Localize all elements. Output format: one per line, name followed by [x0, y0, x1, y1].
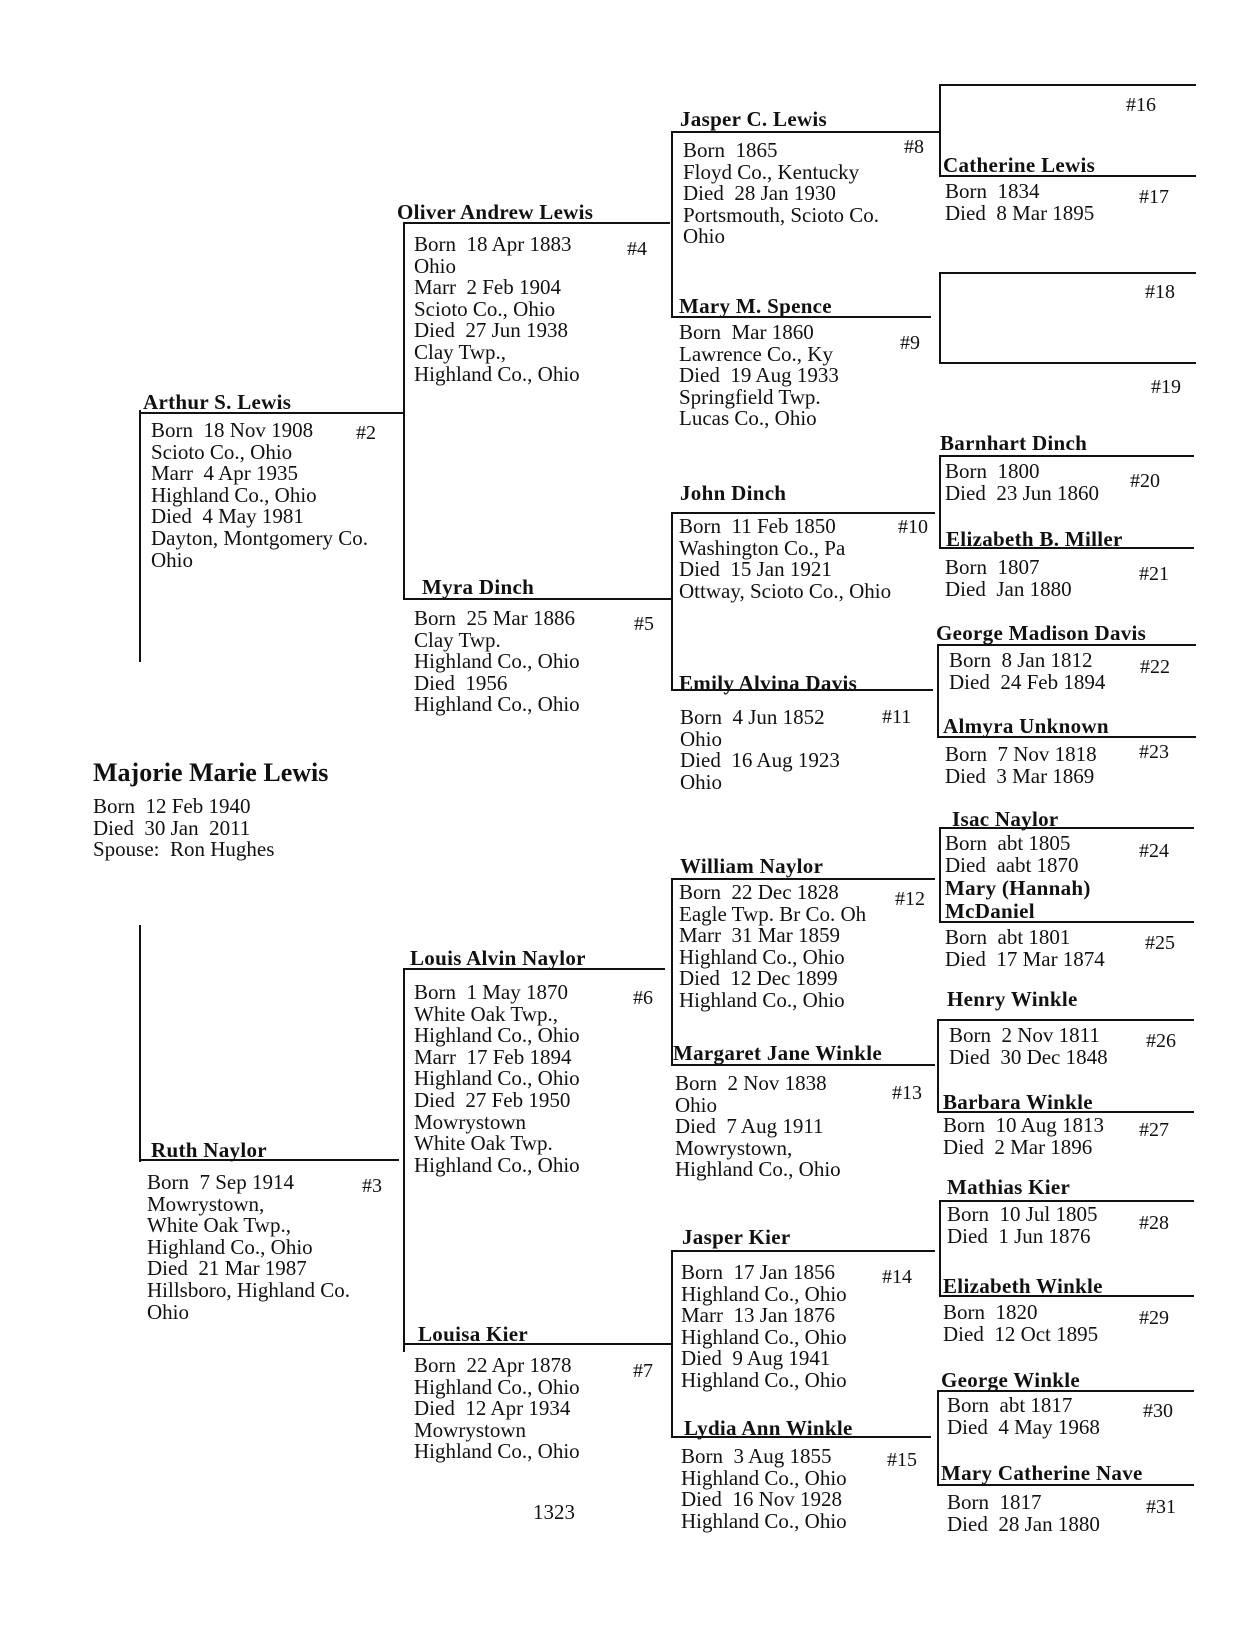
connector-line [139, 410, 141, 662]
person-24-name: Isac Naylor [952, 807, 1059, 831]
person-27-name: Barbara Winkle [943, 1090, 1093, 1114]
connector-line [939, 362, 1196, 364]
person-12-details: Born 22 Dec 1828 Eagle Twp. Br Co. Oh Marr 31 Mar 1859 Highland Co., Ohio Died 12 Dec 1899 Highland Co., Ohio [679, 880, 867, 1012]
person-10-details: Born 11 Feb 1850 Washington Co., Pa Died 15 Jan 1921 Ottway, Scioto Co., Ohio [679, 514, 892, 603]
person-7-details: Born 22 Apr 1878 Highland Co., Ohio Died 12 Apr 1934 Mowrystown Highland Co., Ohio [414, 1353, 580, 1464]
person-6-details: Born 1 May 1870 White Oak Twp., Highland Co., Ohio Marr 17 Feb 1894 Highland Co., Ohio Died 27 Feb 1950 Mowrystown White Oak Twp. Highland Co., Ohio [414, 980, 580, 1177]
person-19-number: #19 [1151, 376, 1181, 398]
person-2-name: Arthur S. Lewis [143, 390, 292, 414]
person-21-number: #21 [1139, 563, 1169, 585]
person-3-name: Ruth Naylor [151, 1138, 267, 1162]
person-6-name: Louis Alvin Naylor [410, 946, 586, 970]
person-26-number: #26 [1146, 1030, 1176, 1052]
connector-line [671, 1250, 935, 1252]
person-14-details: Born 17 Jan 1856 Highland Co., Ohio Marr 13 Jan 1876 Highland Co., Ohio Died 9 Aug 1941 Highland Co., Ohio [681, 1260, 847, 1392]
connector-line [937, 1390, 939, 1486]
person-9-number: #9 [900, 332, 920, 354]
person-31-name: Mary Catherine Nave [941, 1461, 1143, 1485]
connector-line [403, 222, 405, 600]
person-17-name: Catherine Lewis [943, 153, 1096, 177]
person-24-number: #24 [1139, 840, 1169, 862]
person-17-details: Born 1834 Died 8 Mar 1895 [945, 179, 1095, 225]
person-29-number: #29 [1139, 1307, 1169, 1329]
person-20-number: #20 [1130, 470, 1160, 492]
person-21-details: Born 1807 Died Jan 1880 [945, 555, 1072, 601]
person-15-name: Lydia Ann Winkle [684, 1416, 853, 1440]
person-7-number: #7 [633, 1360, 653, 1382]
person-14-number: #14 [882, 1266, 912, 1288]
person-5-details: Born 25 Mar 1886 Clay Twp. Highland Co., Ohio Died 1956 Highland Co., Ohio [414, 606, 580, 717]
person-28-details: Born 10 Jul 1805 Died 1 Jun 1876 [947, 1202, 1098, 1248]
person-9-details: Born Mar 1860 Lawrence Co., Ky Died 19 Aug 1933 Springfield Twp. Lucas Co., Ohio [679, 320, 839, 431]
person-3-number: #3 [362, 1175, 382, 1197]
person-9-name: Mary M. Spence [679, 294, 832, 318]
person-26-name: Henry Winkle [947, 987, 1078, 1011]
root-person-details: Born 12 Feb 1940 Died 30 Jan 2011 Spouse: Ron Hughes [93, 794, 275, 862]
person-10-number: #10 [898, 516, 928, 538]
person-3-details: Born 7 Sep 1914 Mowrystown, White Oak Twp., Highland Co., Ohio Died 21 Mar 1987 Hillsboro, Highland Co. Ohio [147, 1170, 350, 1324]
connector-line [939, 84, 1196, 86]
person-6-number: #6 [633, 987, 653, 1009]
connector-line [937, 1020, 939, 1112]
page-number: 1323 [533, 1500, 575, 1524]
person-4-name: Oliver Andrew Lewis [397, 200, 594, 224]
person-29-name: Elizabeth Winkle [943, 1274, 1103, 1298]
person-21-name: Elizabeth B. Miller [946, 527, 1123, 551]
person-29-details: Born 1820 Died 12 Oct 1895 [943, 1300, 1099, 1346]
person-5-number: #5 [634, 613, 654, 635]
person-13-details: Born 2 Nov 1838 Ohio Died 7 Aug 1911 Mowrystown, Highland Co., Ohio [675, 1071, 841, 1182]
connector-line [139, 925, 141, 1162]
person-11-number: #11 [882, 706, 912, 728]
person-7-name: Louisa Kier [418, 1322, 529, 1346]
connector-line [671, 880, 673, 1064]
person-23-number: #23 [1139, 741, 1169, 763]
person-17-number: #17 [1139, 186, 1169, 208]
person-5-name: Myra Dinch [422, 575, 535, 599]
person-16-number: #16 [1126, 94, 1156, 116]
person-4-number: #4 [627, 238, 647, 260]
connector-line [939, 1200, 941, 1296]
connector-line [671, 131, 673, 316]
person-22-number: #22 [1140, 656, 1170, 678]
person-4-details: Born 18 Apr 1883 Ohio Marr 2 Feb 1904 Scioto Co., Ohio Died 27 Jun 1938 Clay Twp., Highland Co., Ohio [414, 232, 580, 386]
person-15-details: Born 3 Aug 1855 Highland Co., Ohio Died 16 Nov 1928 Highland Co., Ohio [681, 1444, 847, 1533]
connector-line [939, 86, 941, 176]
person-12-name: William Naylor [680, 854, 824, 878]
connector-line [671, 1252, 673, 1436]
person-30-number: #30 [1143, 1400, 1173, 1422]
person-28-name: Mathias Kier [947, 1175, 1071, 1199]
person-15-number: #15 [887, 1449, 917, 1471]
connector-line [939, 828, 941, 922]
connector-line [939, 455, 941, 547]
person-25-name: Mary (Hannah) McDaniel [945, 876, 1091, 923]
person-11-name: Emily Alvina Davis [679, 671, 858, 695]
person-10-name: John Dinch [680, 481, 787, 505]
person-18-number: #18 [1145, 281, 1175, 303]
person-30-details: Born abt 1817 Died 4 May 1968 [947, 1393, 1100, 1439]
person-25-details: Born abt 1801 Died 17 Mar 1874 [945, 925, 1105, 971]
root-person-name: Majorie Marie Lewis [93, 758, 329, 787]
person-11-details: Born 4 Jun 1852 Ohio Died 16 Aug 1923 Ohio [680, 705, 840, 794]
person-23-name: Almyra Unknown [943, 714, 1109, 738]
person-27-number: #27 [1139, 1119, 1169, 1141]
connector-line [671, 514, 673, 689]
person-25-number: #25 [1145, 932, 1175, 954]
connector-line [939, 272, 1196, 274]
person-20-name: Barnhart Dinch [940, 431, 1088, 455]
person-22-details: Born 8 Jan 1812 Died 24 Feb 1894 [949, 648, 1106, 694]
person-31-number: #31 [1146, 1496, 1176, 1518]
person-26-details: Born 2 Nov 1811 Died 30 Dec 1848 [949, 1023, 1108, 1069]
connector-line [937, 645, 939, 737]
person-12-number: #12 [895, 888, 925, 910]
person-24-details: Born abt 1805 Died aabt 1870 [945, 831, 1079, 877]
connector-line [937, 1019, 1194, 1021]
connector-line [403, 970, 405, 1352]
person-8-details: Born 1865 Floyd Co., Kentucky Died 28 Jan 1930 Portsmouth, Scioto Co. Ohio [683, 138, 880, 249]
person-13-number: #13 [892, 1082, 922, 1104]
person-22-name: George Madison Davis [936, 621, 1147, 645]
person-23-details: Born 7 Nov 1818 Died 3 Mar 1869 [945, 742, 1097, 788]
person-20-details: Born 1800 Died 23 Jun 1860 [945, 459, 1099, 505]
person-31-details: Born 1817 Died 28 Jan 1880 [947, 1490, 1100, 1536]
person-13-name: Margaret Jane Winkle [673, 1041, 882, 1065]
person-28-number: #28 [1139, 1212, 1169, 1234]
person-2-number: #2 [356, 422, 376, 444]
connector-line [939, 272, 941, 362]
person-30-name: George Winkle [941, 1368, 1081, 1392]
person-2-details: Born 18 Nov 1908 Scioto Co., Ohio Marr 4 Apr 1935 Highland Co., Ohio Died 4 May 1981 Dayton, Montgomery Co. Ohio [151, 418, 368, 572]
person-14-name: Jasper Kier [682, 1225, 791, 1249]
person-27-details: Born 10 Aug 1813 Died 2 Mar 1896 [943, 1113, 1105, 1159]
person-8-name: Jasper C. Lewis [680, 107, 828, 131]
person-8-number: #8 [904, 136, 924, 158]
